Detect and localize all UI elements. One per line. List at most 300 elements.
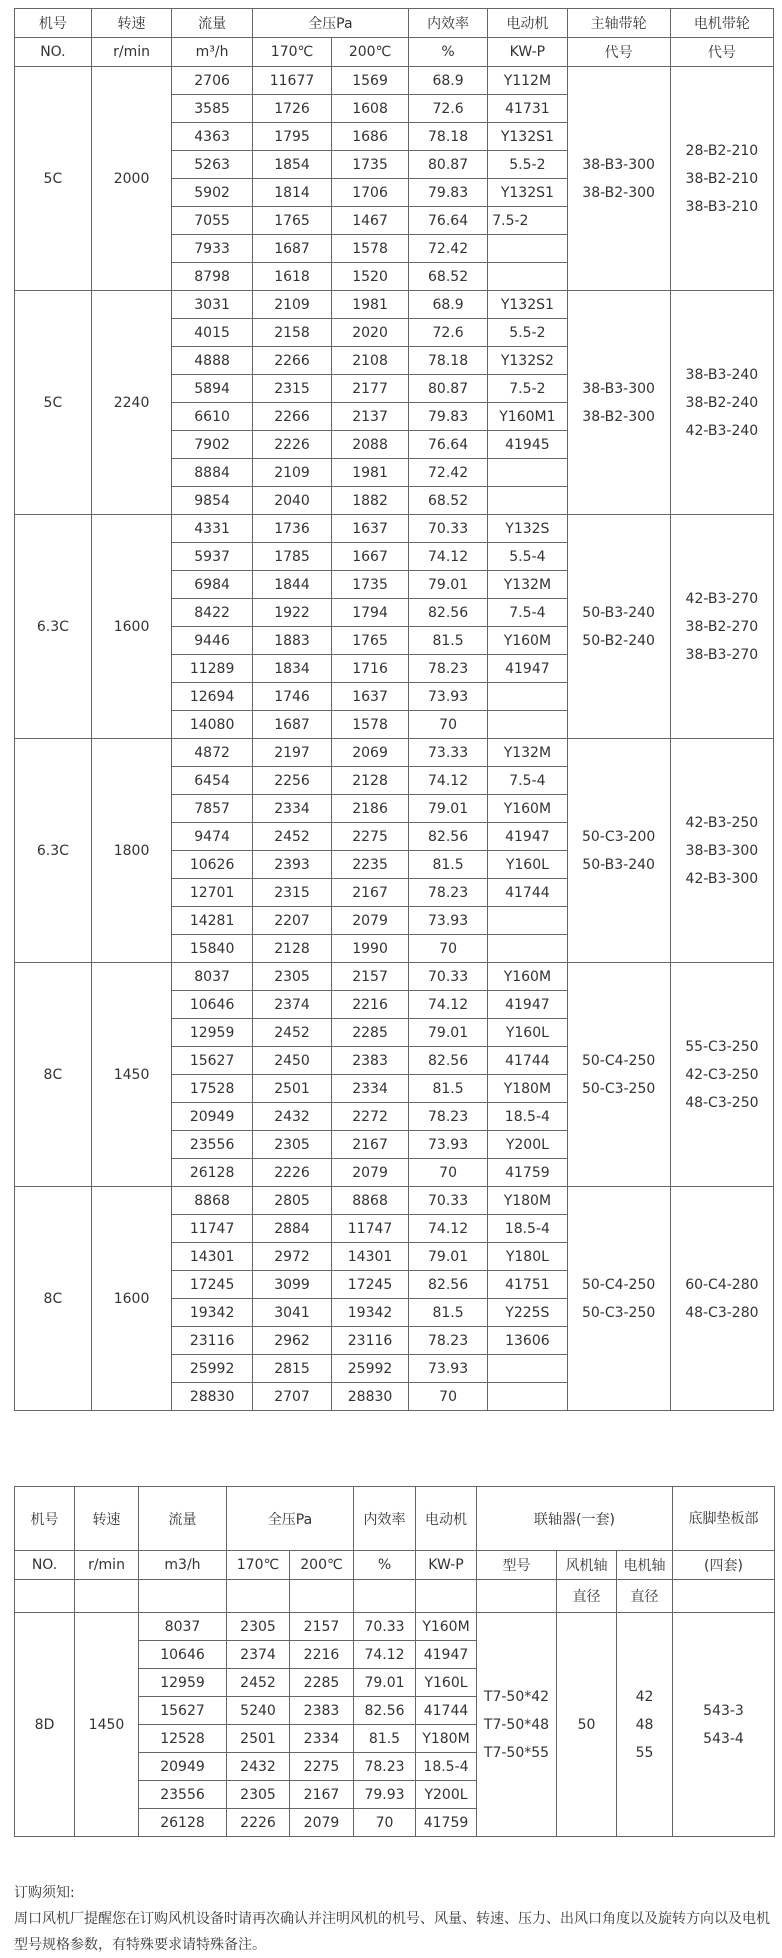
header-cell: 底脚垫板部: [673, 1487, 775, 1551]
main-pulley-cell: [567, 515, 670, 739]
table-cell: 2207: [252, 907, 331, 935]
header-cell: 内效率: [408, 9, 487, 38]
fan-spec-table: [14, 8, 774, 1411]
direct-drive-table-body: [15, 1613, 775, 1837]
motor-pulley-code: 38-B2-270: [685, 618, 759, 635]
table-cell: 1735: [332, 571, 409, 599]
table-cell: 4363: [172, 123, 253, 151]
table-cell: 2226: [252, 431, 331, 459]
table-cell: 1746: [252, 683, 331, 711]
table-cell: 2109: [252, 459, 331, 487]
main-pulley-code: 38-B2-300: [582, 408, 655, 425]
empty-cell: [227, 1580, 290, 1613]
header-cell: r/min: [91, 38, 172, 67]
table-cell: 1569: [332, 67, 409, 95]
table-cell: 10646: [172, 991, 253, 1019]
table-row: [15, 67, 774, 95]
table-cell: 2374: [252, 991, 331, 1019]
machine-number: 5C: [15, 291, 92, 515]
motor-pulley-cell: [670, 1187, 773, 1411]
table-cell: 20949: [172, 1103, 253, 1131]
table-cell: Y160M: [488, 963, 567, 991]
table-cell: Y225S: [488, 1299, 567, 1327]
header-cell: 联轴器(一套): [477, 1487, 673, 1551]
table-cell: 80.87: [408, 375, 487, 403]
motor-shaft-cell: [617, 1613, 673, 1837]
table-cell: 74.12: [354, 1641, 416, 1669]
main-pulley-code: 50-C3-250: [581, 1080, 656, 1097]
table-cell: 78.18: [408, 347, 487, 375]
table-cell: 2109: [252, 291, 331, 319]
header-cell: 内效率: [354, 1487, 416, 1551]
motor-pulley-code: 48-C3-250: [685, 1094, 759, 1111]
table-cell: 79.01: [408, 1019, 487, 1047]
table-cell: 6454: [172, 767, 253, 795]
table-cell: 2334: [290, 1725, 354, 1753]
header-cell: 转速: [75, 1487, 139, 1551]
table-cell: 79.01: [408, 571, 487, 599]
table-cell: 2334: [252, 795, 331, 823]
header-cell: 型号: [477, 1551, 557, 1580]
speed-value: 2240: [91, 291, 172, 515]
table-cell: 2501: [227, 1725, 290, 1753]
table-cell: 1608: [332, 95, 409, 123]
table-cell: 5.5-2: [488, 319, 567, 347]
table-cell: 4015: [172, 319, 253, 347]
table-cell: 2374: [227, 1641, 290, 1669]
machine-number: 6.3C: [15, 515, 92, 739]
header-row-2: [15, 38, 774, 67]
table-cell: 41744: [488, 879, 567, 907]
table-cell: 79.83: [408, 403, 487, 431]
notes-body: 周口风机厂提醒您在订购风机设备时请再次确认并注明风机的机号、风量、转速、压力、出风口角度以及旋转方向以及电机型号规格参数，有特殊要求请特殊备注。: [14, 1911, 770, 1953]
table-cell: [488, 935, 567, 963]
order-notes: [14, 1880, 774, 1958]
table-cell: 1981: [332, 291, 409, 319]
empty-cell: [139, 1580, 227, 1613]
main-pulley-cell: [567, 1187, 670, 1411]
table-cell: 1990: [332, 935, 409, 963]
table-row: [15, 291, 774, 319]
table-cell: 13606: [488, 1327, 567, 1355]
main-pulley-cell: [567, 67, 670, 291]
table-cell: 2501: [252, 1075, 331, 1103]
motor-shaft-diameter: 48: [635, 1716, 654, 1733]
table-cell: 78.23: [408, 1327, 487, 1355]
table-cell: 70.33: [408, 515, 487, 543]
motor-pulley-code: 42-B3-240: [685, 422, 759, 439]
table-cell: 2108: [332, 347, 409, 375]
table-cell: [488, 487, 567, 515]
table-cell: [488, 459, 567, 487]
table-cell: 1834: [252, 655, 331, 683]
table-cell: 2079: [332, 907, 409, 935]
main-pulley-code: 38-B2-300: [582, 184, 655, 201]
main-pulley-cell: [567, 291, 670, 515]
table-cell: 2137: [332, 403, 409, 431]
table-cell: 76.64: [408, 207, 487, 235]
table-cell: 2235: [332, 851, 409, 879]
empty-cell: [290, 1580, 354, 1613]
main-pulley-cell: [567, 739, 670, 963]
header-cell: 转速: [91, 9, 172, 38]
table-cell: 41759: [488, 1159, 567, 1187]
table-cell: 2305: [252, 1131, 331, 1159]
table-row: [15, 963, 774, 991]
table-cell: 2305: [227, 1613, 290, 1641]
table-cell: Y132S1: [488, 291, 567, 319]
speed-value: 1450: [75, 1613, 139, 1837]
table-cell: Y160M: [488, 627, 567, 655]
table-cell: 70.33: [408, 1187, 487, 1215]
table-cell: 2432: [252, 1103, 331, 1131]
table-cell: 1736: [252, 515, 331, 543]
table-cell: 4888: [172, 347, 253, 375]
main-pulley-code: 50-B2-240: [582, 632, 655, 649]
main-pulley-code: 50-C3-250: [581, 1304, 656, 1321]
table-cell: 70: [408, 1383, 487, 1411]
table-cell: 82.56: [408, 1047, 487, 1075]
table-cell: Y160L: [416, 1669, 477, 1697]
table-cell: 20949: [139, 1753, 227, 1781]
table-cell: 7.5-2: [488, 207, 567, 235]
main-pulley-code: 50-C4-250: [581, 1052, 656, 1069]
table-cell: 1735: [332, 151, 409, 179]
header-cell: 代号: [567, 38, 670, 67]
table-cell: 1785: [252, 543, 331, 571]
table-cell: 78.23: [408, 655, 487, 683]
table-cell: 70: [408, 711, 487, 739]
table-cell: 3585: [172, 95, 253, 123]
table-cell: 2393: [252, 851, 331, 879]
empty-cell: [673, 1580, 775, 1613]
table-cell: 10646: [139, 1641, 227, 1669]
table-cell: 18.5-4: [416, 1753, 477, 1781]
main-pulley-code: 38-B3-300: [582, 380, 655, 397]
table-row: [15, 1613, 775, 1641]
table-cell: 19342: [172, 1299, 253, 1327]
table-cell: 2285: [332, 1019, 409, 1047]
machine-number: 8C: [15, 1187, 92, 1411]
table-cell: Y132S2: [488, 347, 567, 375]
table-cell: 7857: [172, 795, 253, 823]
table-cell: Y200L: [488, 1131, 567, 1159]
table-cell: 68.52: [408, 263, 487, 291]
table-cell: 15627: [172, 1047, 253, 1075]
table-cell: 1795: [252, 123, 331, 151]
table-cell: 5894: [172, 375, 253, 403]
coupling-model: T7-50*42: [483, 1688, 550, 1705]
table-cell: 74.12: [408, 1215, 487, 1243]
table-cell: 1854: [252, 151, 331, 179]
header-cell: 流量: [139, 1487, 227, 1551]
table-cell: 2079: [332, 1159, 409, 1187]
main-pulley-cell: [567, 963, 670, 1187]
table-cell: 2157: [290, 1613, 354, 1641]
table-cell: 15627: [139, 1697, 227, 1725]
table-cell: 1794: [332, 599, 409, 627]
direct-drive-spec-table: [14, 1486, 775, 1837]
table-cell: Y132M: [488, 739, 567, 767]
table-cell: 2167: [332, 879, 409, 907]
table-cell: 1716: [332, 655, 409, 683]
table-row: [15, 515, 774, 543]
table-cell: 1814: [252, 179, 331, 207]
table-cell: 8884: [172, 459, 253, 487]
table-cell: 1578: [332, 235, 409, 263]
table-cell: 78.23: [408, 1103, 487, 1131]
table-cell: [488, 263, 567, 291]
table-cell: Y160L: [488, 1019, 567, 1047]
table-cell: 17528: [172, 1075, 253, 1103]
table-cell: 1667: [332, 543, 409, 571]
table-cell: 78.23: [354, 1753, 416, 1781]
speed-value: 1450: [91, 963, 172, 1187]
table-cell: 9474: [172, 823, 253, 851]
table-cell: 82.56: [408, 599, 487, 627]
table-cell: 18.5-4: [488, 1215, 567, 1243]
motor-pulley-cell: [670, 291, 773, 515]
header-cell: r/min: [75, 1551, 139, 1580]
table-cell: 4331: [172, 515, 253, 543]
header-row-1: [15, 1487, 775, 1551]
table-cell: 12694: [172, 683, 253, 711]
speed-value: 2000: [91, 67, 172, 291]
table-cell: [488, 907, 567, 935]
header-cell: %: [354, 1551, 416, 1580]
table-cell: 79.93: [354, 1781, 416, 1809]
table-cell: 41731: [488, 95, 567, 123]
header-cell: 流量: [172, 9, 253, 38]
table-cell: 81.5: [408, 1299, 487, 1327]
table-cell: 17245: [332, 1271, 409, 1299]
table-cell: Y132S1: [488, 179, 567, 207]
header-cell: 主轴带轮: [567, 9, 670, 38]
table-cell: 23556: [172, 1131, 253, 1159]
motor-pulley-cell: [670, 739, 773, 963]
table-cell: 10626: [172, 851, 253, 879]
header-cell: 代号: [670, 38, 773, 67]
table-cell: 73.93: [408, 907, 487, 935]
table-cell: 12528: [139, 1725, 227, 1753]
table-cell: 8798: [172, 263, 253, 291]
motor-pulley-code: 38-B2-240: [685, 394, 759, 411]
table-cell: 79.01: [354, 1669, 416, 1697]
table-cell: 2815: [252, 1355, 331, 1383]
table-cell: 2972: [252, 1243, 331, 1271]
table-cell: 2088: [332, 431, 409, 459]
header-cell: 直径: [557, 1580, 617, 1613]
motor-pulley-code: 48-C3-280: [685, 1304, 759, 1321]
table-cell: 2167: [290, 1781, 354, 1809]
table-cell: 72.6: [408, 319, 487, 347]
header-row-3: [15, 1580, 775, 1613]
table-cell: 11747: [332, 1215, 409, 1243]
table-cell: 2305: [227, 1781, 290, 1809]
table-cell: 2275: [332, 823, 409, 851]
header-cell: (四套): [673, 1551, 775, 1580]
table-cell: 14281: [172, 907, 253, 935]
table-cell: 72.6: [408, 95, 487, 123]
table-cell: 2226: [227, 1809, 290, 1837]
table-cell: 1686: [332, 123, 409, 151]
table-cell: 7.5-4: [488, 767, 567, 795]
table-cell: 2216: [332, 991, 409, 1019]
base-plate-code: 543-4: [703, 1730, 744, 1747]
table-cell: 2020: [332, 319, 409, 347]
header-cell: m³/h: [172, 38, 253, 67]
main-pulley-code: 50-C4-250: [581, 1276, 656, 1293]
main-pulley-code: 50-B3-240: [582, 604, 655, 621]
table-cell: [488, 235, 567, 263]
table-cell: 2962: [252, 1327, 331, 1355]
table-cell: 17245: [172, 1271, 253, 1299]
notes-title: 订购须知:: [14, 1885, 75, 1901]
table-cell: 1520: [332, 263, 409, 291]
header-cell: 机号: [15, 9, 92, 38]
base-plate-cell: [673, 1613, 775, 1837]
table-cell: 72.42: [408, 459, 487, 487]
table-cell: 68.9: [408, 67, 487, 95]
table-cell: 81.5: [354, 1725, 416, 1753]
table-cell: 2884: [252, 1215, 331, 1243]
table-cell: 74.12: [408, 543, 487, 571]
header-cell: 200℃: [290, 1551, 354, 1580]
main-pulley-code: 50-B3-240: [582, 856, 655, 873]
table-cell: 70.33: [354, 1613, 416, 1641]
table-cell: 6984: [172, 571, 253, 599]
table-cell: 78.18: [408, 123, 487, 151]
table-cell: Y200L: [416, 1781, 477, 1809]
table-cell: 2158: [252, 319, 331, 347]
table-cell: 41759: [416, 1809, 477, 1837]
table-cell: [488, 683, 567, 711]
empty-cell: [354, 1580, 416, 1613]
table-cell: 25992: [172, 1355, 253, 1383]
motor-pulley-code: 38-B2-210: [685, 170, 759, 187]
speed-value: 1600: [91, 515, 172, 739]
header-cell: 200℃: [332, 38, 409, 67]
table-cell: 12701: [172, 879, 253, 907]
table-cell: 2285: [290, 1669, 354, 1697]
table-cell: 76.64: [408, 431, 487, 459]
table-cell: 8868: [332, 1187, 409, 1215]
motor-shaft-diameter: 42: [635, 1688, 654, 1705]
table-cell: 70.33: [408, 963, 487, 991]
header-cell: 直径: [617, 1580, 673, 1613]
table-cell: 73.93: [408, 1355, 487, 1383]
table-cell: 73.33: [408, 739, 487, 767]
header-cell: KW-P: [488, 38, 567, 67]
motor-pulley-cell: [670, 67, 773, 291]
table-cell: 5.5-2: [488, 151, 567, 179]
table-cell: 2256: [252, 767, 331, 795]
header-cell: 170℃: [227, 1551, 290, 1580]
table-cell: 23116: [172, 1327, 253, 1355]
table-cell: 5263: [172, 151, 253, 179]
header-cell: 机号: [15, 1487, 75, 1551]
table-cell: 1922: [252, 599, 331, 627]
header-row-1: [15, 9, 774, 38]
table-cell: 2707: [252, 1383, 331, 1411]
table-cell: 19342: [332, 1299, 409, 1327]
table-cell: 12959: [139, 1669, 227, 1697]
base-plate-code: 543-3: [703, 1702, 744, 1719]
table-cell: 82.56: [354, 1697, 416, 1725]
table-cell: 79.01: [408, 1243, 487, 1271]
table-cell: 9446: [172, 627, 253, 655]
table-cell: 11289: [172, 655, 253, 683]
table-cell: 72.42: [408, 235, 487, 263]
table-cell: Y132S: [488, 515, 567, 543]
table-cell: 2226: [252, 1159, 331, 1187]
table-cell: 1578: [332, 711, 409, 739]
coupling-model-cell: [477, 1613, 557, 1837]
table-cell: 7933: [172, 235, 253, 263]
table-cell: 7055: [172, 207, 253, 235]
motor-shaft-diameter: 55: [635, 1744, 654, 1761]
header-cell: 全压Pa: [227, 1487, 354, 1551]
table-cell: 41751: [488, 1271, 567, 1299]
table-cell: 2266: [252, 403, 331, 431]
motor-pulley-code: 42-C3-250: [685, 1066, 759, 1083]
header-cell: KW-P: [416, 1551, 477, 1580]
table-cell: 41744: [416, 1697, 477, 1725]
table-cell: 82.56: [408, 1271, 487, 1299]
table-cell: 2128: [332, 767, 409, 795]
header-row-2: [15, 1551, 775, 1580]
table-cell: 82.56: [408, 823, 487, 851]
table-cell: 80.87: [408, 151, 487, 179]
table-cell: 41947: [488, 991, 567, 1019]
table-cell: 2315: [252, 375, 331, 403]
table-cell: 2216: [290, 1641, 354, 1669]
table-cell: 81.5: [408, 627, 487, 655]
table-cell: 2334: [332, 1075, 409, 1103]
table-cell: 1981: [332, 459, 409, 487]
table-cell: 23556: [139, 1781, 227, 1809]
table-cell: 2040: [252, 487, 331, 515]
table-cell: 2452: [252, 823, 331, 851]
table-cell: 1687: [252, 711, 331, 739]
table-cell: 8037: [172, 963, 253, 991]
table-cell: 5.5-4: [488, 543, 567, 571]
main-pulley-code: 50-C3-200: [581, 828, 656, 845]
table-cell: Y160M: [488, 795, 567, 823]
header-cell: 电机轴: [617, 1551, 673, 1580]
table-row: [15, 739, 774, 767]
table-cell: 2079: [290, 1809, 354, 1837]
table-cell: 28830: [332, 1383, 409, 1411]
empty-cell: [15, 1580, 75, 1613]
table-cell: 8868: [172, 1187, 253, 1215]
motor-pulley-code: 28-B2-210: [685, 142, 759, 159]
table-cell: 3031: [172, 291, 253, 319]
table-cell: 6610: [172, 403, 253, 431]
table-cell: 11747: [172, 1215, 253, 1243]
table-cell: 18.5-4: [488, 1103, 567, 1131]
table-cell: 8037: [139, 1613, 227, 1641]
table-cell: 14301: [332, 1243, 409, 1271]
table-cell: 78.23: [408, 879, 487, 907]
table-cell: 11677: [252, 67, 331, 95]
table-cell: 2452: [252, 1019, 331, 1047]
header-cell: 全压Pa: [252, 9, 408, 38]
table-cell: Y132S1: [488, 123, 567, 151]
table-cell: Y180M: [416, 1725, 477, 1753]
table-cell: 74.12: [408, 767, 487, 795]
table-cell: 81.5: [408, 851, 487, 879]
